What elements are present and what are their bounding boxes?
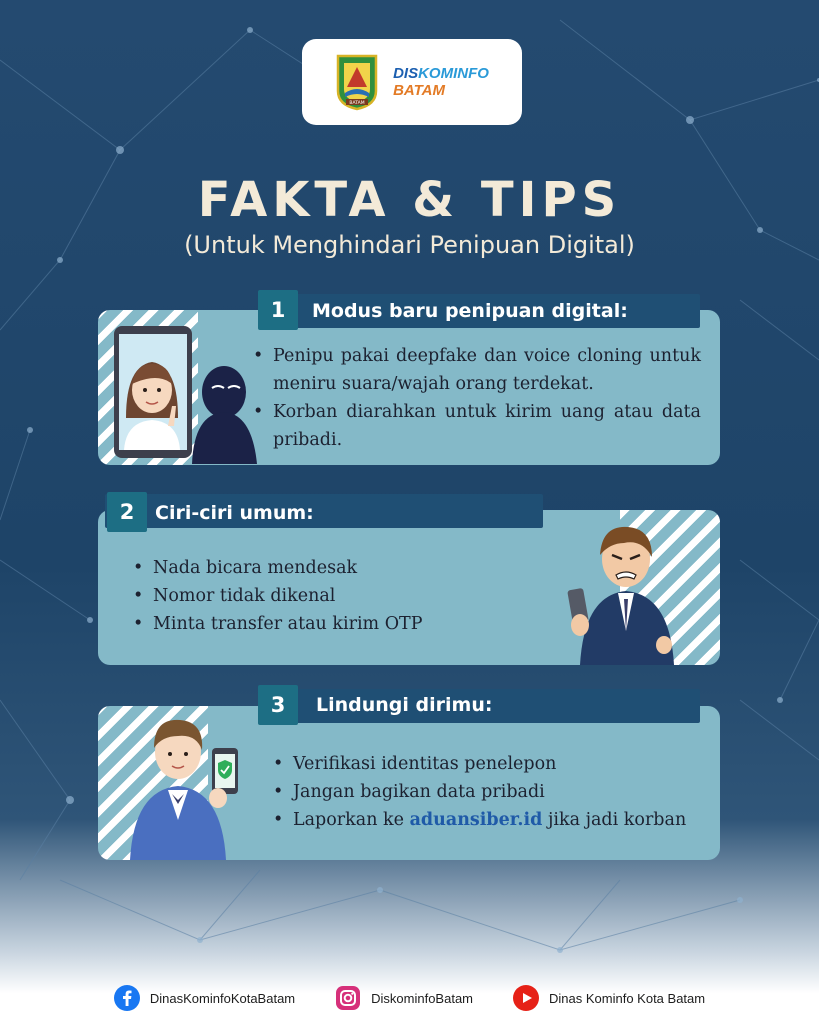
- section-1-number: 1: [258, 290, 298, 330]
- list-item: • Verifikasi identitas penelepon: [271, 750, 711, 778]
- list-item: • Penipu pakai deepfake dan voice cloning untuk meniru suara/wajah orang terdekat.: [251, 342, 701, 398]
- list-item: • Korban diarahkan untuk kirim uang atau data pribadi.: [251, 398, 701, 454]
- list-item-report: [271, 806, 711, 834]
- list-item: • Nada bicara mendesak: [131, 554, 531, 582]
- list-item: • Jangan bagikan data pribadi: [271, 778, 711, 806]
- instagram-icon: [335, 985, 361, 1011]
- page-title: FAKTA & TIPS: [197, 172, 622, 228]
- instagram-link[interactable]: [335, 985, 473, 1011]
- footer-social: [0, 978, 819, 1018]
- section-2-list: [131, 554, 531, 638]
- batam-emblem-icon: [335, 53, 379, 111]
- report-text-before: Laporkan ke: [293, 810, 410, 830]
- section-3-list: [271, 750, 711, 834]
- brand-kominfo: KOMINFO: [418, 65, 489, 82]
- man-verified-phone-illustration: [126, 708, 256, 860]
- section-1-card: [98, 310, 720, 465]
- youtube-icon: [513, 985, 539, 1011]
- list-item: • Nomor tidak dikenal: [131, 582, 531, 610]
- facebook-icon: [114, 985, 140, 1011]
- brand-city: BATAM: [393, 82, 446, 99]
- section-2-title: Ciri-ciri umum:: [155, 502, 314, 524]
- list-item: • Minta transfer atau kirim OTP: [131, 610, 531, 638]
- page-subtitle: (Untuk Menghindari Penipuan Digital): [184, 231, 635, 259]
- logo-box: [302, 39, 522, 125]
- brand-dis: DIS: [393, 65, 419, 82]
- section-3-card: [98, 706, 720, 860]
- section-1-title: Modus baru penipuan digital:: [312, 300, 628, 322]
- facebook-handle: DinasKominfoKotaBatam: [149, 990, 296, 1006]
- report-text-after: jika jadi korban: [542, 810, 687, 830]
- section-2-card: [98, 510, 720, 665]
- youtube-link[interactable]: [513, 985, 705, 1011]
- section-3-number: 3: [258, 685, 298, 725]
- angry-man-phone-illustration: [560, 513, 700, 665]
- phone-deepfake-illustration: [112, 322, 262, 464]
- facebook-link[interactable]: [114, 985, 295, 1011]
- report-link[interactable]: aduansiber.id: [409, 810, 543, 830]
- brand-name: [393, 65, 489, 99]
- section-1-list: [251, 342, 701, 454]
- emblem-label: BATAM: [349, 101, 365, 106]
- section-2-number: 2: [107, 492, 147, 532]
- section-3-title: Lindungi dirimu:: [316, 694, 493, 716]
- youtube-channel: Dinas Kominfo Kota Batam: [549, 990, 706, 1006]
- instagram-handle: DiskominfoBatam: [371, 990, 474, 1006]
